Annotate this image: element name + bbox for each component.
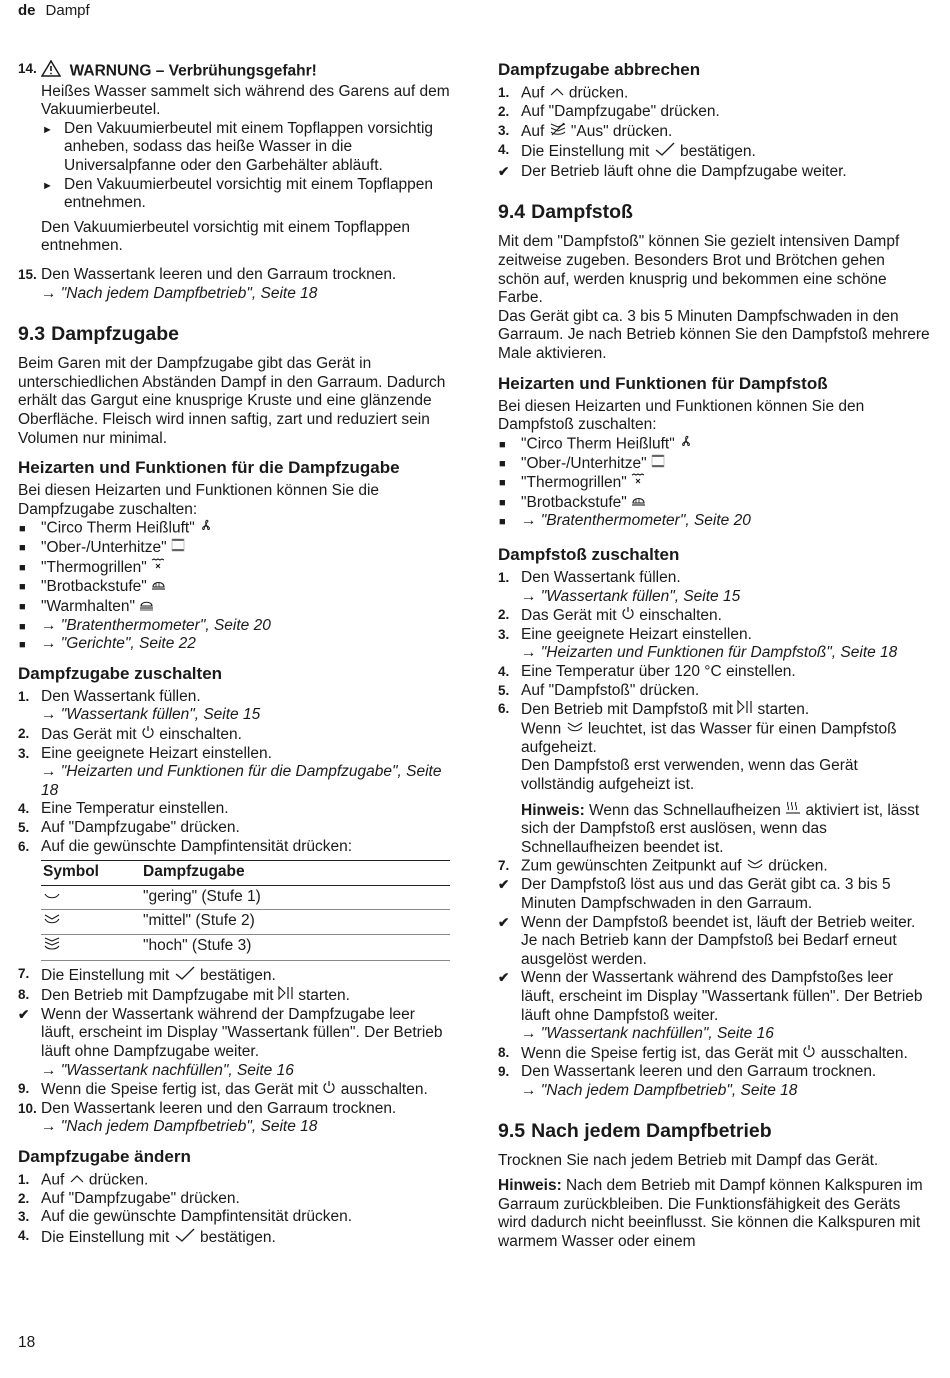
- step-2: 2. Das Gerät mit einschalten.: [498, 607, 722, 625]
- subheading-dampfstoss-zuschalten: Dampfstoß zuschalten: [498, 545, 680, 565]
- result-item: ✔ Der Betrieb läuft ohne die Dampfzugabe weiter.: [498, 162, 847, 180]
- start-pause-icon: [278, 986, 294, 1006]
- step-4: 4. Eine Temperatur über 120 °C einstellen.: [498, 663, 796, 681]
- table-row: "mittel" (Stufe 2): [41, 910, 450, 935]
- step-1: 1. Auf drücken.: [18, 1171, 149, 1189]
- section-heading-9-4: 9.4 Dampfstoß: [498, 201, 633, 224]
- section-heading-9-5: 9.5 Nach jedem Dampfbetrieb: [498, 1120, 772, 1143]
- step-4: 4. Die Einstellung mit bestätigen.: [18, 1227, 450, 1249]
- list-item: ■ "Circo Therm Heißluft": [18, 519, 450, 538]
- power-icon: [141, 725, 155, 745]
- keep-warm-icon: [139, 597, 154, 617]
- header-title: Dampf: [45, 2, 90, 19]
- step-3: 3. Eine geeignete Heizart einstellen. → "Heizarten und Funktionen für Dampfstoß", Seite 18: [498, 626, 930, 663]
- cross-reference-link[interactable]: → "Wassertank füllen", Seite 15: [521, 587, 741, 605]
- steam-level-2-icon: [43, 912, 61, 929]
- right-column: Dampfzugabe abbrechen 1. Auf drücken. 2. Auf "Dampfzugabe" drücken. 3. Auf "Aus" drücken. 4. Die Einstellung mit bestätigen. ✔ Der Betrieb läuft ohne die Dampfzugabe weiter. 9.4 Dampfstoß Mit dem "Dampfstoß" können Sie gezielt intensiven Dampf zeitweise zugeben. Besonders Brot und Brötchen gehen schön auf, werden knusprig und bekommen eine schöne Farbe. Das Gerät gibt ca. 3 bis 5 Minuten Dampfschwaden in den Garraum. Je nach Betrieb können Sie den Dampfstoß mehrere Male aktivieren. Heizarten und Funktionen für Dampfstoß Bei diesen Heizarten und Funktionen können Sie den Dampfstoß zuschalten: ■ "Circo Therm Heißluft" ■ "Ober-/Unterhitze" ■ "Thermogrillen" ■ "Brotbackstufe" ■ → "Bratenthermometer", Seite 20 Dampfstoß zuschalten 1. Den Wassertank füllen. → "Wassertank füllen", Seite 15 2. Das Gerät mit einschalten. 3. Eine geeignete Heizart einstellen. → "Heizarten und Funktionen für Dampfstoß", Seite 18 4. Eine Temperatur über 120 °C einstellen. 5. Auf "Dampfstoß" drücken. 6. Den Betrieb mit Dampfstoß mit starten. Wenn leuchtet, ist das Wasser für einen Dampfstoß aufgeheizt. Den Dampfstoß erst verwenden, wenn das Gerät vollständig aufgeheizt ist. Hinweis: Wenn das Schnellaufheizen aktiviert ist, lässt sich der Dampfstoß erst auslösen, wenn das Schnellaufheizen beendet ist. 7. Zum gewünschten Zeitpunkt auf drücken. ✔ Der Dampfstoß löst aus und das Gerät gibt ca. 3 bis 5 Minuten Dampfschwaden in den Garraum. ✔ Wenn der Dampfstoß beendet ist, läuft der Betrieb weiter. Je nach Betrieb kann der Dampfstoß bei Bedarf erneut ausgelöst werden. ✔ Wenn der Wassertank während des Dampfstoßes leer läuft, erscheint im Display "Wassertank füllen". Der Betrieb läuft ohne Dampfstoß weiter. → "Wassertank nachfüllen", Seite 16 8. Wenn die Speise fertig ist, das Gerät mit ausschalten. 9. Den Wassertank leeren und den Garraum trocknen. → "Nach jedem Dampfbetrieb", Seite 18 9.5 Nach jedem Dampfbetrieb Trocknen Sie nach jedem Betrieb mit Dampf das Gerät. Hinweis: Nach dem Betrieb mit Dampf können Kalkspuren im Garraum zurückbleiben. Die Funktionsfähigkeit des Geräts wird dadurch nicht beeinflusst. Sie können die Kalkspuren mit warmem Wasser oder einem: [498, 60, 930, 1250]
- top-bottom-heat-icon: [651, 454, 665, 474]
- step-9: 9. Wenn die Speise fertig ist, das Gerät mit ausschalten.: [18, 1081, 428, 1098]
- subheading-abbrechen: Dampfzugabe abbrechen: [498, 60, 701, 79]
- steam-level-1-icon: [43, 888, 61, 905]
- cross-reference-link[interactable]: → "Nach jedem Dampfbetrieb", Seite 18: [41, 1118, 318, 1136]
- page-number: 18: [18, 1334, 36, 1351]
- step-15: 15. Den Wassertank leeren und den Garraum trocknen. → "Nach jedem Dampfbetrieb", Seite 18: [18, 266, 450, 303]
- steam-burst-icon: [566, 720, 584, 739]
- section-text: Beim Garen mit der Dampfzugabe gibt das Gerät in unterschiedlichen Abständen Dampf in den Garraum. Dadurch erhält das Gargut eine knusprige Kruste und eine glänzende Oberfläche. Fleisch wird innen saftig, zart und reduziert sein Volumen nur minimal.: [18, 355, 446, 447]
- step-2: 2. Das Gerät mit einschalten.: [18, 725, 242, 743]
- cross-reference-link[interactable]: → "Wassertank nachfüllen", Seite 16: [521, 1025, 774, 1043]
- cross-reference-link[interactable]: → "Heizarten und Funktionen für Dampfstoß", Seite 18: [521, 644, 898, 662]
- step-3: 3. Eine geeignete Heizart einstellen. → "Heizarten und Funktionen für die Dampfzugabe", Seite 18: [18, 745, 450, 801]
- step-7: 7. Die Einstellung mit bestätigen.: [18, 965, 450, 987]
- step-4: 4. Die Einstellung mit bestätigen.: [498, 141, 930, 163]
- start-pause-icon: [737, 700, 753, 720]
- subheading-aendern: Dampfzugabe ändern: [18, 1146, 191, 1166]
- result-item: ✔ Wenn der Wassertank während der Dampfzugabe leer läuft, erscheint im Display "Wassertank füllen". Der Betrieb läuft ohne Dampfzugabe weiter. → "Wassertank nachfüllen", Seite 16: [18, 1006, 450, 1080]
- rapid-heating-icon: [785, 801, 801, 821]
- step-5: 5. Auf "Dampfstoß" drücken.: [498, 681, 700, 699]
- steam-intensity-table: Symbol Dampfzugabe "gering" (Stufe 1) "mittel" (Stufe 2) "hoch" (Stufe 3): [41, 860, 450, 960]
- action-item: Den Vakuumierbeutel mit einem Topflappen vorsichtig anheben, sodass das heiße Wasser in die Universalpfanne oder den Garbehälter abläuft.: [64, 119, 434, 174]
- action-item: Den Vakuumierbeutel vorsichtig mit einem Topflappen entnehmen.: [64, 175, 434, 212]
- bread-baking-icon: [151, 577, 166, 597]
- language-code: de: [18, 2, 36, 19]
- list-item: ■ "Circo Therm Heißluft": [498, 435, 930, 454]
- cross-reference-link[interactable]: → "Nach jedem Dampfbetrieb", Seite 18: [41, 284, 318, 302]
- chevron-up-icon: [69, 1171, 85, 1190]
- subheading-heizarten: Heizarten und Funktionen für die Dampfzugabe: [18, 458, 400, 478]
- list-item: ■ → "Bratenthermometer", Seite 20: [499, 512, 751, 530]
- chevron-up-icon: [549, 84, 565, 103]
- list-item: ■ "Brotbackstufe": [18, 577, 450, 597]
- checkmark-icon: [174, 1227, 196, 1249]
- cross-reference-link[interactable]: → "Heizarten und Funktionen für die Dampfzugabe", Seite 18: [41, 763, 442, 799]
- list-item: ■ "Brotbackstufe": [498, 493, 930, 513]
- page-header: [18, 2, 90, 21]
- top-bottom-heat-icon: [171, 538, 185, 558]
- step-3: 3. Auf "Aus" drücken.: [498, 122, 673, 140]
- warning-icon: [41, 60, 61, 83]
- note-label: Hinweis:: [498, 1177, 562, 1195]
- cross-reference-link[interactable]: → "Bratenthermometer", Seite 20: [521, 512, 751, 530]
- step-2: 2. Auf "Dampfzugabe" drücken.: [498, 102, 720, 120]
- cross-reference-link[interactable]: → "Wassertank nachfüllen", Seite 16: [41, 1061, 294, 1079]
- list-item: ■ "Ober-/Unterhitze": [498, 454, 930, 474]
- list-item: ■ "Thermogrillen": [498, 473, 930, 493]
- power-icon: [621, 606, 635, 626]
- subheading-zuschalten: Dampfzugabe zuschalten: [18, 663, 223, 683]
- note-label: Hinweis:: [521, 801, 585, 819]
- step-4: 4. Eine Temperatur einstellen.: [18, 800, 229, 818]
- table-row: "gering" (Stufe 1): [41, 885, 450, 910]
- note-paragraph: Hinweis: Nach dem Betrieb mit Dampf können Kalkspuren im Garraum zurückbleiben. Die Funktionsfähigkeit des Geräts wird dadurch nicht beeinflusst. Sie können die Kalkspuren mit warmem Wasser oder einem: [498, 1177, 923, 1250]
- cross-reference-link[interactable]: → "Bratenthermometer", Seite 20: [41, 616, 271, 634]
- result-item: ✔ Der Dampfstoß löst aus und das Gerät gibt ca. 3 bis 5 Minuten Dampfschwaden in den Garraum.: [498, 876, 891, 912]
- step-text: Den Vakuumierbeutel vorsichtig mit einem Topflappen entnehmen.: [41, 218, 411, 255]
- warning-text: Heißes Wasser sammelt sich während des Garens auf dem Vakuumierbeutel.: [41, 82, 450, 119]
- warning-title: WARNUNG – Verbrühungsgefahr!: [69, 62, 317, 80]
- cross-reference-link[interactable]: → "Wassertank füllen", Seite 15: [41, 706, 261, 724]
- step-2: 2. Auf "Dampfzugabe" drücken.: [18, 1189, 240, 1207]
- step-3: 3. Auf die gewünschte Dampfintensität drücken.: [18, 1208, 353, 1226]
- cross-reference-link[interactable]: → "Nach jedem Dampfbetrieb", Seite 18: [521, 1081, 798, 1099]
- subheading-heizarten-dampfstoss: Heizarten und Funktionen für Dampfstoß: [498, 373, 828, 393]
- step-5: 5. Auf "Dampfzugabe" drücken.: [18, 818, 240, 836]
- list-item: ■ "Thermogrillen": [18, 558, 450, 578]
- bread-baking-icon: [631, 493, 646, 513]
- step-7: 7. Zum gewünschten Zeitpunkt auf drücken.: [498, 857, 828, 875]
- step-8: 8. Wenn die Speise fertig ist, das Gerät mit ausschalten.: [498, 1044, 908, 1062]
- steam-level-3-icon: [43, 938, 61, 955]
- list-item: ■ "Warmhalten": [18, 597, 450, 617]
- steam-off-icon: [549, 122, 567, 142]
- step-1: 1. Den Wassertank füllen. → "Wassertank füllen", Seite 15: [18, 688, 450, 725]
- step-8: 8. Den Betrieb mit Dampfzugabe mit starten.: [18, 987, 350, 1005]
- section-heading-9-3: 9.3 Dampfzugabe: [18, 323, 179, 346]
- fan-icon: [679, 435, 693, 454]
- checkmark-icon: [654, 141, 676, 163]
- result-item: ✔ Wenn der Wassertank während des Dampfstoßes leer läuft, erscheint im Display "Wassertank füllen". Der Betrieb läuft ohne Dampfstoß weiter. → "Wassertank nachfüllen", Seite 16: [498, 969, 930, 1043]
- result-item: ✔ Wenn der Dampfstoß beendet ist, läuft der Betrieb weiter. Je nach Betrieb kann der Dampfstoß bei Bedarf erneut ausgelöst werden.: [498, 913, 916, 968]
- step-6: 6. Auf die gewünschte Dampfintensität drücken:: [18, 837, 353, 855]
- power-icon: [322, 1080, 336, 1100]
- steam-burst-icon: [746, 857, 764, 876]
- step-9: 9. Den Wassertank leeren und den Garraum trocknen. → "Nach jedem Dampfbetrieb", Seite 18: [498, 1063, 930, 1100]
- step-10: 10. Den Wassertank leeren und den Garraum trocknen. → "Nach jedem Dampfbetrieb", Seite 18: [18, 1100, 450, 1137]
- step-14: 14. WARNUNG – Verbrühungsgefahr! Heißes Wasser sammelt sich während des Garens auf dem Vakuumierbeutel. ► Den Vakuumierbeutel mit einem Topflappen vorsichtig anheben, sodass das heiße Wasser in die Universalpfanne oder den Garbehälter abläuft. ► Den Vakuumierbeutel vorsichtig mit einem Topflappen entnehmen. Den Vakuumierbeutel vorsichtig mit einem Topflappen entnehmen.: [18, 61, 450, 255]
- step-1: 1. Auf drücken.: [498, 84, 629, 102]
- step-1: 1. Den Wassertank füllen. → "Wassertank füllen", Seite 15: [498, 569, 930, 606]
- cross-reference-link[interactable]: → "Gerichte", Seite 22: [41, 635, 196, 653]
- checkmark-icon: [174, 965, 196, 987]
- list-item: ■ → "Gerichte", Seite 22: [19, 635, 196, 653]
- fan-icon: [199, 519, 213, 538]
- step-6: 6. Den Betrieb mit Dampfstoß mit starten. Wenn leuchtet, ist das Wasser für einen Dampfstoß aufgeheizt. Den Dampfstoß erst verwenden, wenn das Gerät vollständig aufgeheizt ist. Hinweis: Wenn das Schnellaufheizen aktiviert ist, lässt sich der Dampfstoß erst auslösen, wenn das Schnellaufheizen beendet ist.: [498, 701, 920, 856]
- thermogrill-icon: [151, 558, 165, 578]
- left-column: 14. WARNUNG – Verbrühungsgefahr! Heißes Wasser sammelt sich während des Garens auf dem Vakuumierbeutel. ► Den Vakuumierbeutel mit einem Topflappen vorsichtig anheben, sodass das heiße Wasser in die Universalpfanne oder den Garbehälter abläuft. ► Den Vakuumierbeutel vorsichtig mit einem Topflappen entnehmen. Den Vakuumierbeutel vorsichtig mit einem Topflappen entnehmen. 15. Den Wassertank leeren und den Garraum trocknen. → "Nach jedem Dampfbetrieb", Seite 18 9.3 Dampfzugabe Beim Garen mit der Dampfzugabe gibt das Gerät in unterschiedlichen Abständen Dampf in den Garraum. Dadurch erhält das Gargut eine knusprige Kruste und eine glänzende Oberfläche. Fleisch wird innen saftig, zart und reduziert sein Volumen nur minimal. Heizarten und Funktionen für die Dampfzugabe Bei diesen Heizarten und Funktionen können Sie die Dampfzugabe zuschalten: ■ "Circo Therm Heißluft" ■ "Ober-/Unterhitze" ■ "Thermogrillen" ■ "Brotbackstufe" ■ "Warmhalten" ■ → "Bratenthermometer", Seite 20 ■ → "Gerichte", Seite 22 Dampfzugabe zuschalten 1. Den Wassertank füllen. → "Wassertank füllen", Seite 15 2. Das Gerät mit einschalten. 3. Eine geeignete Heizart einstellen. → "Heizarten und Funktionen für die Dampfzugabe", Seite 18 4. Eine Temperatur einstellen. 5. Auf "Dampfzugabe" drücken. 6. Auf die gewünschte Dampfintensität drücken: Symbol Dampfzugabe "gering" (Stufe 1) "mittel" (Stufe 2) "hoch" (Stufe 3) 7. Die Einstellung mit bestätigen. 8. Den Betrieb mit Dampfzugabe mit starten. ✔ Wenn der Wassertank während der Dampfzugabe leer läuft, erscheint im Display "Wassertank füllen". Der Betrieb läuft ohne Dampfzugabe weiter. → "Wassertank nachfüllen", Seite 16 9. Wenn die Speise fertig ist, das Gerät mit ausschalten. 10. Den Wassertank leeren und den Garraum trocknen. → "Nach jedem Dampfbetrieb", Seite 18 Dampfzugabe ändern 1. Auf drücken. 2. Auf "Dampfzugabe" drücken. 3. Auf die gewünschte Dampfintensität drücken. 4. Die Einstellung mit bestätigen.: [18, 60, 450, 1249]
- power-icon: [802, 1044, 816, 1064]
- list-item: ■ → "Bratenthermometer", Seite 20: [19, 616, 271, 634]
- list-item: ■ "Ober-/Unterhitze": [18, 538, 450, 558]
- thermogrill-icon: [631, 473, 645, 493]
- table-row: "hoch" (Stufe 3): [41, 934, 450, 960]
